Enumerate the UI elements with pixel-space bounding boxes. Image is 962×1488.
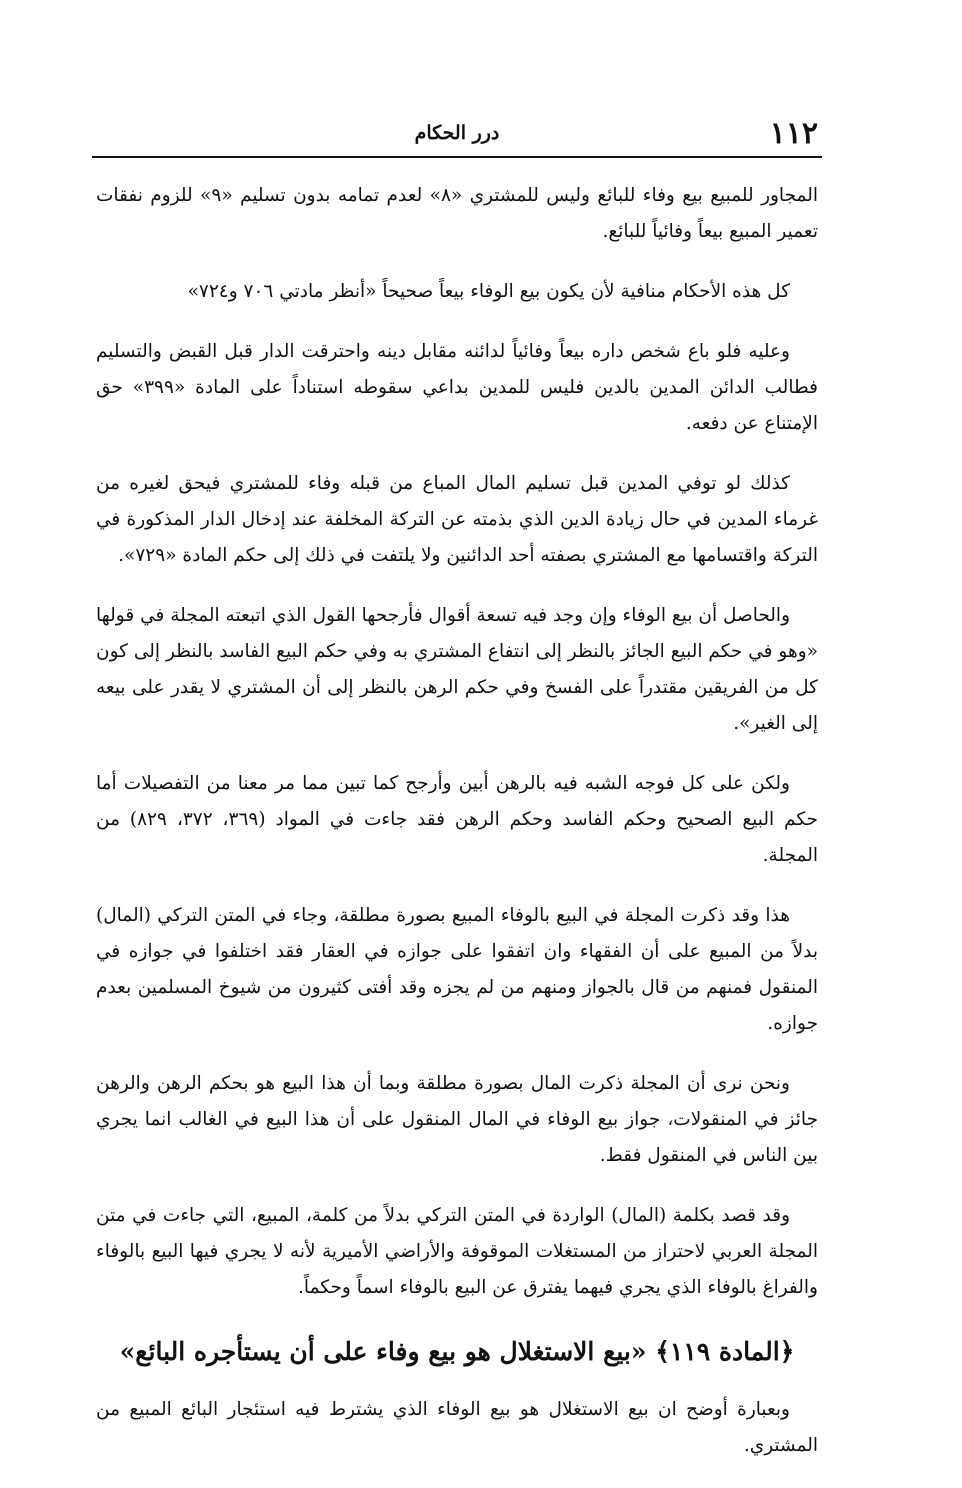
paragraph-7: هذا وقد ذكرت المجلة في البيع بالوفاء المبيع بصورة مطلقة، وجاء في المتن التركي (المال) بدلاً من المبيع على أن الفقهاء وان اتفقوا على جوازه في العقار فقد اختلفوا في جوازه في المنقول فمنهم من قال بالجواز ومنهم من لم يجزه وقد أفتى كثيرون من شيوخ المسلمين بعدم جوازه. [96, 905, 818, 1034]
header-rule [92, 156, 822, 158]
paragraph-8: ونحن نرى أن المجلة ذكرت المال بصورة مطلقة وبما أن هذا البيع هو بحكم الرهن والرهن جائز في المنقولات، جواز بيع الوفاء في المال المنقول على أن هذا البيع في الغالب انما يجري بين الناس في المنقول فقط. [96, 1073, 818, 1166]
page-header [92, 112, 822, 156]
paragraph-3: وعليه فلو باع شخص داره بيعاً وفائياً لدائنه مقابل دينه واحترقت الدار قبل القبض والتسليم فطالب الدائن المدين بالدين فليس للمدين بداعي سقوطه استناداً على المادة «٣٩٩» حق الإمتناع عن دفعه. [96, 341, 818, 434]
paragraph-6: ولكن على كل فوجه الشبه فيه بالرهن أبين وأرجح كما تبين مما مر معنا من التفصيلات أما حكم البيع الصحيح وحكم الفاسد وحكم الرهن فقد جاءت في المواد (٣٦٩، ٣٧٢، ٨٢٩) من المجلة. [96, 773, 818, 866]
body-text [96, 178, 818, 1488]
article-heading: ﴿المادة ١١٩﴾ «بيع الاستغلال هو بيع وفاء على أن يستأجره البائع» [119, 1337, 795, 1366]
paragraph-9: وقد قصد بكلمة (المال) الواردة في المتن التركي بدلاً من كلمة، المبيع، التي جاءت في متن المجلة العربي لاحتراز من المستغلات الموقوفة والأراضي الأميرية لأنه لا يجري فيها البيع بالوفاء والفراغ بالوفاء الذي يجري فيهما يفترق عن البيع بالوفاء اسماً وحكماً. [96, 1205, 818, 1298]
page-number: ١١٢ [769, 116, 818, 151]
paragraph-1: المجاور للمبيع بيع وفاء للبائع وليس للمشتري «٨» لعدم تمامه بدون تسليم «٩» للزوم نفقات تعمير المبيع بيعاً وفائياً للبائع. [96, 185, 818, 242]
article-text: وبعبارة أوضح ان بيع الاستغلال هو بيع الوفاء الذي يشترط فيه استئجار البائع المبيع من المشتري. [96, 1399, 818, 1456]
paragraph-5: والحاصل أن بيع الوفاء وإن وجد فيه تسعة أقوال فأرجحها القول الذي اتبعته المجلة في قولها «وهو في حكم البيع الجائز بالنظر إلى انتفاع المشتري به وفي حكم البيع الفاسد بالنظر إلى كون كل من الفريقين مقتدراً على الفسخ وفي حكم الرهن بالنظر إلى أن المشتري لا يقدر على بيعه إلى الغير». [95, 605, 818, 734]
paragraph-4: كذلك لو توفي المدين قبل تسليم المال المباع من قبله وفاء للمشتري فيحق لغيره من غرماء المدين في حال زيادة الدين الذي بذمته عن التركة المخلفة عند إدخال الدار المذكورة في التركة واقتسامها مع المشتري بصفته أحد الدائنين ولا يلتفت في ذلك إلى حكم المادة «٧٢٩». [96, 473, 818, 566]
paragraph-2: كل هذه الأحكام منافية لأن يكون بيع الوفاء بيعاً صحيحاً «أنظر مادتي ٧٠٦ و٧٢٤» [187, 281, 790, 302]
running-title: درر الحكام [414, 122, 500, 144]
